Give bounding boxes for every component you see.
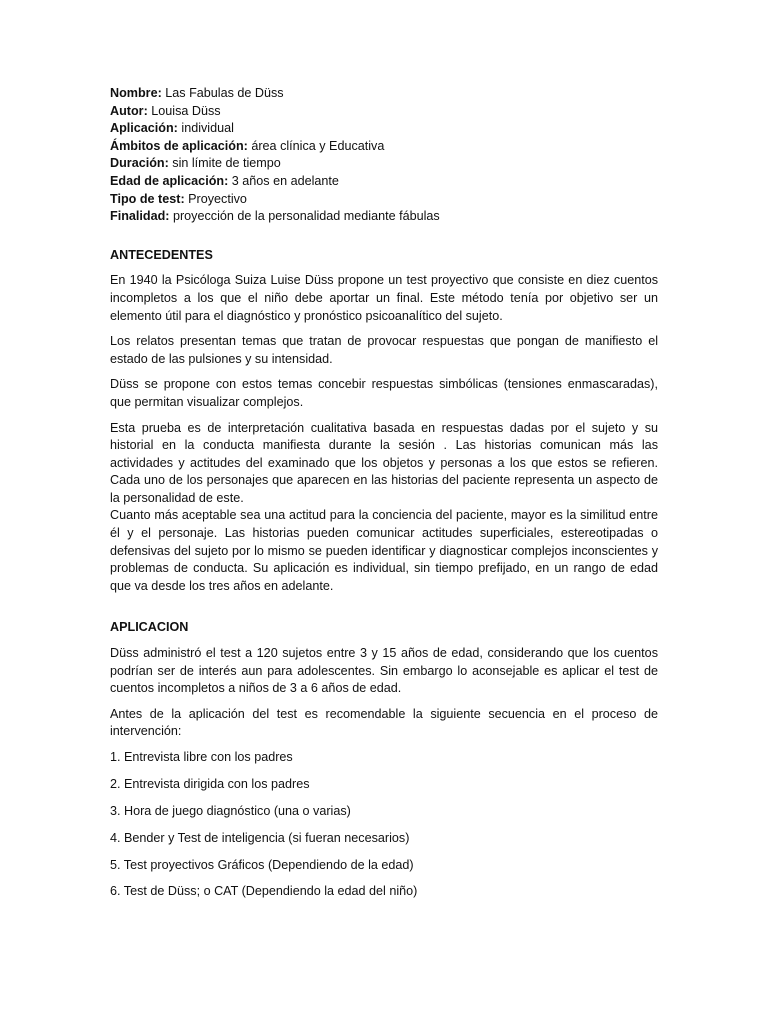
meta-label: Autor: bbox=[110, 103, 148, 118]
meta-edad bbox=[110, 173, 658, 191]
paragraph: Antes de la aplicación del test es recomendable la siguiente secuencia en el proceso de intervención: bbox=[110, 706, 658, 739]
section-aplicacion bbox=[110, 645, 658, 901]
paragraph: Los relatos presentan temas que tratan de provocar respuestas que pongan de manifiesto el estado de las pulsiones y su intensidad. bbox=[110, 334, 658, 366]
meta-ambitos bbox=[110, 138, 658, 156]
meta-label: Duración: bbox=[110, 156, 169, 171]
meta-tipo bbox=[110, 191, 658, 209]
meta-value: Proyectivo bbox=[188, 191, 247, 206]
document-page bbox=[110, 85, 658, 910]
list-item: 2. Entrevista dirigida con los padres bbox=[110, 776, 310, 791]
list-item: 4. Bender y Test de inteligencia (si fueran necesarios) bbox=[110, 830, 410, 845]
meta-value: proyección de la personalidad mediante fábulas bbox=[172, 209, 440, 224]
list-item: 6. Test de Düss; o CAT (Dependiendo la edad del niño) bbox=[110, 884, 418, 899]
meta-label: Ámbitos de aplicación: bbox=[110, 138, 248, 153]
paragraph: En 1940 la Psicóloga Suiza Luise Düss propone un test proyectivo que consiste en diez cuentos incompletos a los que el niño debe aportar un final. Este método tenía por objetivo ser un elemento útil para el diagnóstico y pronóstico psicoanalítico del sujeto. bbox=[110, 273, 658, 323]
meta-duracion bbox=[110, 155, 658, 173]
paragraph: Esta prueba es de interpretación cualitativa basada en respuestas dadas por el sujeto y su historial en la conducta manifiesta durante la sesión . Las historias comunican más las actividades y actitudes del examinado que los objetos y personas a los que estos se refieren. Cada uno de los personajes que aparecen en las historias del paciente representa un aspecto de la personalidad de este. bbox=[110, 420, 658, 505]
list-item: 1. Entrevista libre con los padres bbox=[110, 750, 293, 764]
paragraph: Düss se propone con estos temas concebir respuestas simbólicas (tensiones enmascaradas), que permitan visualizar complejos. bbox=[110, 377, 658, 409]
section-heading-antecedentes: ANTECEDENTES bbox=[110, 247, 213, 262]
meta-value: Las Fabulas de Düss bbox=[165, 86, 284, 100]
intervention-steps-list bbox=[110, 749, 658, 901]
meta-label: Tipo de test: bbox=[110, 191, 185, 206]
section-heading-aplicacion: APLICACION bbox=[110, 620, 189, 635]
list-item: 3. Hora de juego diagnóstico (una o varias) bbox=[110, 803, 351, 818]
meta-autor bbox=[110, 103, 658, 121]
meta-value: individual bbox=[181, 121, 234, 136]
meta-label: Aplicación: bbox=[110, 121, 178, 136]
paragraph: Cuanto más aceptable sea una actitud para la conciencia del paciente, mayor es la similitud entre él y el personaje. Las historias pueden comunicar actitudes superficiales, estereotipadas o defensivas del sujeto por lo mismo se pueden identificar y diagnosticar complejos inconscientes y problemas de conducta. Su aplicación es individual, sin tiempo prefijado, en un rango de edad que va desde los tres años en adelante. bbox=[110, 508, 658, 593]
meta-value: 3 años en adelante bbox=[231, 173, 339, 188]
meta-nombre bbox=[110, 85, 658, 103]
list-item: 5. Test proyectivos Gráficos (Dependiendo de la edad) bbox=[110, 857, 414, 872]
meta-label: Edad de aplicación: bbox=[110, 173, 229, 188]
meta-value: área clínica y Educativa bbox=[251, 138, 385, 153]
meta-aplicacion bbox=[110, 120, 658, 138]
test-metadata bbox=[110, 85, 658, 226]
meta-value: Louisa Düss bbox=[151, 103, 221, 118]
paragraph: Düss administró el test a 120 sujetos entre 3 y 15 años de edad, considerando que los cuentos podrían ser de interés aun para adolescentes. Sin embargo lo aconsejable es aplicar el test de cuentos incompletos a niños de 3 a 6 años de edad. bbox=[110, 646, 658, 696]
meta-finalidad bbox=[110, 208, 658, 226]
section-antecedentes bbox=[110, 272, 658, 595]
meta-label: Finalidad: bbox=[110, 209, 170, 224]
meta-label: Nombre: bbox=[110, 86, 162, 100]
meta-value: sin límite de tiempo bbox=[172, 156, 281, 171]
